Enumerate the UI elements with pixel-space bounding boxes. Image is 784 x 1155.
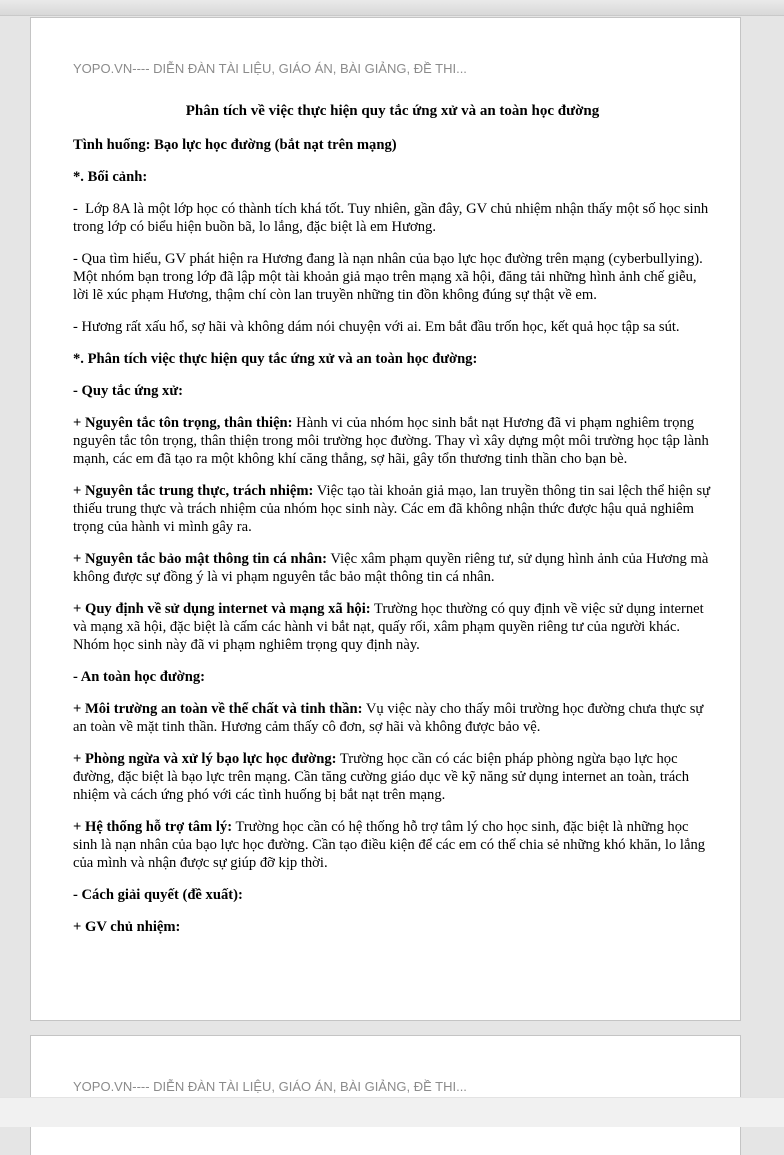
para-quy-dinh-internet (73, 600, 712, 654)
heading-gv-chu-nhiem: + GV chủ nhiệm: (73, 919, 181, 935)
para-he-thong-ho-tro (73, 818, 712, 872)
para-moi-truong-an-toan (73, 700, 712, 736)
document-title: Phân tích về việc thực hiện quy tắc ứng xử và an toàn học đường (185, 103, 600, 119)
para-nguyen-tac-ton-trong (73, 414, 712, 468)
heading-tinh-huong: Tình huống: Bạo lực học đường (bắt nạt trên mạng) (73, 137, 397, 153)
para-rest: Trường học cần có các biện pháp phòng ngừa bạo lực học đường, đặc biệt là bạo lực trên mạng. Cần tăng cường giáo dục về kỹ năng sử dụng internet an toàn, trách nhiệm và cách ứng phó với các tình huống bị bắt nạt trên mạng. (73, 751, 693, 803)
para-lead: + Môi trường an toàn về thể chất và tinh thần: (73, 701, 363, 717)
para-rest: Trường học cần có hệ thống hỗ trợ tâm lý cho học sinh, đặc biệt là những học sinh là nạn nhân của bạo lực học đường. Cần tạo điều kiện để các em có thể chia sẻ những khó khăn, lo lắng của mình và nhận được sự giúp đỡ kịp thời. (73, 819, 709, 871)
bottom-chrome-bar (0, 1097, 784, 1127)
para-lead: + Nguyên tắc bảo mật thông tin cá nhân: (73, 551, 328, 567)
para-qua-tim-hieu: - Qua tìm hiểu, GV phát hiện ra Hương đang là nạn nhân của bạo lực học đường trên mạng (cyberbullying). Một nhóm bạn trong lớp đã lập một tài khoản giả mạo trên mạng xã hội, đăng tải những hình ảnh chế giễu, lời lẽ xúc phạm Hương, thậm chí còn lan truyền những tin đồn không đúng sự thật về em. (73, 251, 707, 303)
para-lead: + Quy định về sử dụng internet và mạng xã hội: (73, 601, 371, 617)
para-lead: + Nguyên tắc trung thực, trách nhiệm: (73, 483, 314, 499)
para-nguyen-tac-bao-mat (73, 550, 712, 586)
para-lead: + Hệ thống hỗ trợ tâm lý: (73, 819, 233, 835)
para-huong-xau-ho: - Hương rất xấu hổ, sợ hãi và không dám nói chuyện với ai. Em bắt đầu trốn học, kết quả học tập sa sút. (73, 319, 680, 335)
para-phong-ngua-xu-ly (73, 750, 712, 804)
watermark-header: YOPO.VN---- DIỄN ĐÀN TÀI LIỆU, GIÁO ÁN, BÀI GIẢNG, ĐỀ THI... (73, 61, 467, 76)
para-rest: Việc tạo tài khoản giả mạo, lan truyền thông tin sai lệch thể hiện sự thiếu trung thực và trách nhiệm của nhóm học sinh này. Các em đã không nhận thức được hậu quả nghiêm trọng của hành vi mình gây ra. (73, 483, 714, 535)
heading-cach-giai-quyet: - Cách giải quyết (đề xuất): (73, 887, 243, 903)
para-rest: Trường học thường có quy định về việc sử dụng internet và mạng xã hội, đặc biệt là cấm các hành vi bắt nạt, quấy rối, xâm phạm quyền riêng tư của người khác. Nhóm học sinh này đã vi phạm nghiêm trọng quy định này. (73, 601, 708, 653)
para-lead: + Phòng ngừa và xử lý bạo lực học đường: (73, 751, 337, 767)
para-rest: Việc xâm phạm quyền riêng tư, sử dụng hình ảnh của Hương mà không được sự đồng ý là vi phạm nguyên tắc bảo mật thông tin cá nhân. (73, 551, 712, 585)
heading-quy-tac-ung-xu: - Quy tắc ứng xử: (73, 383, 183, 399)
para-lead: + Nguyên tắc tôn trọng, thân thiện: (73, 415, 293, 431)
para-lop-8a: - Lớp 8A là một lớp học có thành tích khá tốt. Tuy nhiên, gần đây, GV chủ nhiệm nhận thấy một số học sinh trong lớp có biểu hiện buồn bã, lo lắng, đặc biệt là em Hương. (73, 201, 712, 235)
heading-phan-tich: *. Phân tích việc thực hiện quy tắc ứng xử và an toàn học đường: (73, 351, 478, 367)
para-rest: Hành vi của nhóm học sinh bắt nạt Hương đã vi phạm nghiêm trọng nguyên tắc tôn trọng, thân thiện trong môi trường học đường. Thay vì xây dựng một môi trường học tập lành mạnh, các em đã tạo ra một không khí căng thẳng, sợ hãi, gây tổn thương tinh thần cho bạn bè. (73, 415, 713, 467)
top-chrome-bar (0, 0, 784, 16)
heading-an-toan-hoc-duong: - An toàn học đường: (73, 669, 205, 685)
document-page-1 (30, 17, 741, 1021)
para-rest: Vụ việc này cho thấy môi trường học đường chưa thực sự an toàn về mặt tinh thần. Hương cảm thấy cô đơn, sợ hãi và không được bảo vệ. (73, 701, 707, 735)
watermark-header: YOPO.VN---- DIỄN ĐÀN TÀI LIỆU, GIÁO ÁN, BÀI GIẢNG, ĐỀ THI... (73, 1079, 467, 1094)
document-page-2 (30, 1035, 741, 1155)
para-nguyen-tac-trung-thuc (73, 482, 712, 536)
heading-boi-canh: *. Bối cảnh: (73, 169, 148, 185)
